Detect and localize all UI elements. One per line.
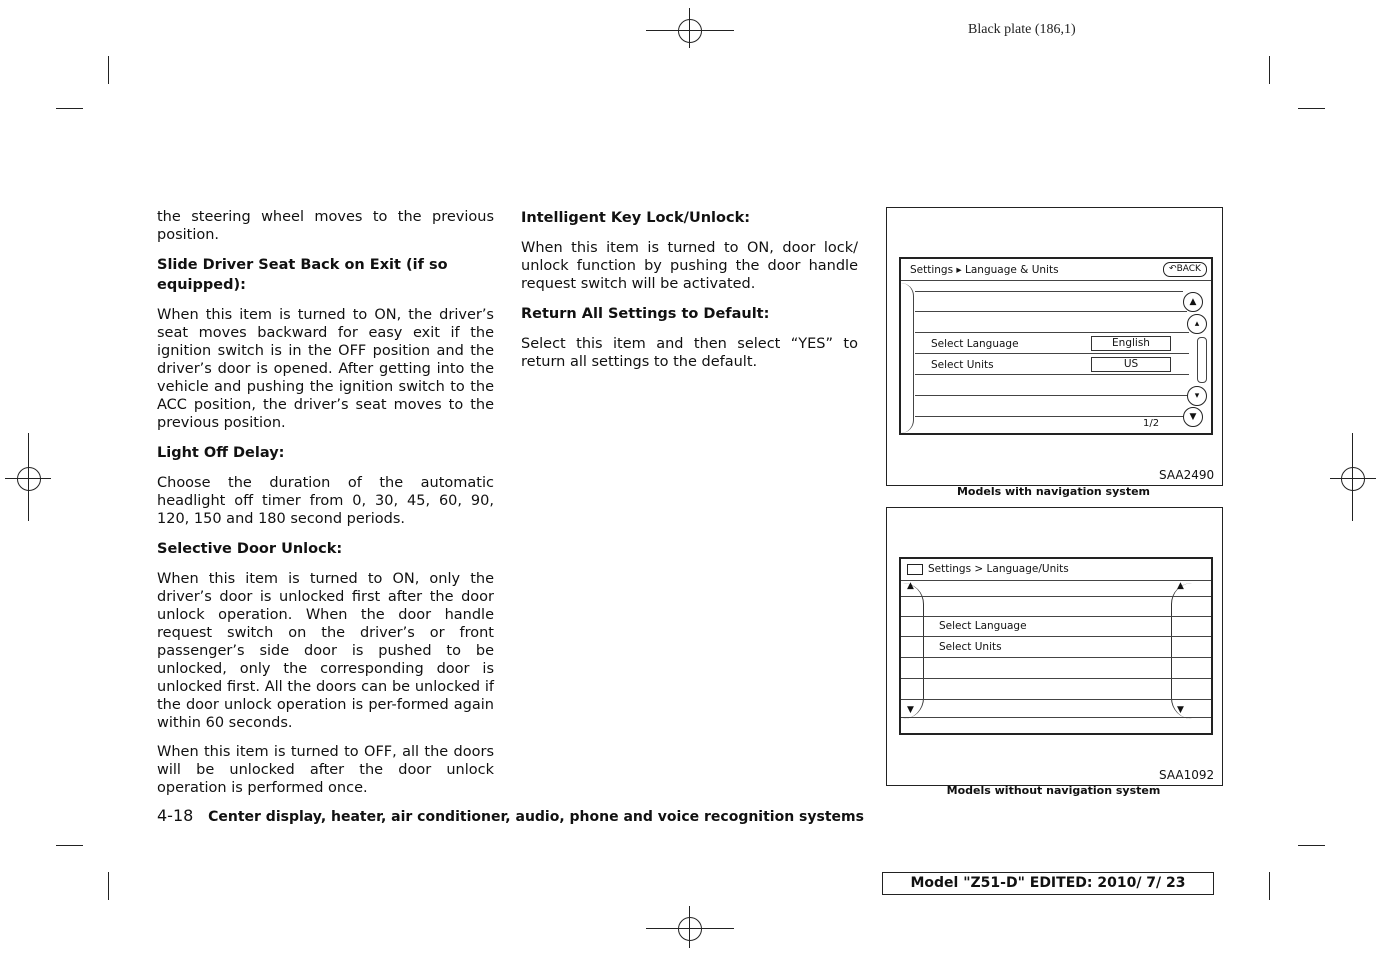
figure-caption: Models without navigation system: [946, 784, 1161, 797]
figure-code: SAA2490: [1159, 468, 1215, 482]
return-settings-heading: Return All Settings to Default:: [521, 306, 770, 322]
door-unlock-paragraph-2: When this item is turned to OFF, all the doors will be unlocked after the door unlock operation is performed once.: [157, 744, 494, 796]
down-icon: ▾: [1187, 386, 1207, 406]
door-unlock-paragraph-1: When this item is turned to ON, only the driver’s door is unlocked first after the door unlock operation. When the door handle request switch on the driver’s or front passenger’s side door is pushed to be unlocked, only the corresponding door is unlocked first. All the doors can be unlocked if the door unlock operation is per-formed again within 60 seconds.: [157, 571, 494, 731]
screen-non-nav: [899, 557, 1213, 735]
return-settings-paragraph: Select this item and then select “YES” to return all settings to the default.: [521, 336, 858, 370]
scrollbar-track: [1197, 337, 1207, 383]
select-units-label: Select Units: [939, 641, 1002, 653]
up-arrow-icon: ▲: [1177, 581, 1184, 591]
breadcrumb: Settings ▸ Language & Units: [910, 264, 1059, 276]
page-number: 4-18: [157, 806, 194, 825]
settings-icon: [907, 564, 923, 575]
figure-code: SAA1092: [1159, 768, 1215, 782]
page-footer: [157, 806, 864, 825]
figure-nav-screen: [886, 207, 1223, 486]
plate-label: Black plate (186,1): [968, 22, 1076, 37]
up-arrow-icon: ▲: [907, 581, 914, 591]
figure-caption: Models with navigation system: [956, 485, 1151, 498]
text-column-left: [157, 208, 494, 808]
back-button: [1163, 262, 1207, 277]
double-up-icon: ▲: [1183, 292, 1203, 312]
select-language-label: Select Language: [939, 620, 1027, 632]
select-language-label: Select Language: [931, 338, 1019, 350]
model-edit-box: Model "Z51-D" EDITED: 2010/ 7/ 23: [882, 872, 1214, 895]
slide-seat-paragraph: When this item is turned to ON, the driver’s seat moves backward for easy exit if the ignition switch is in the OFF position and the driver’s door is opened. After getting into the vehicle and pushing the ignition switch to the ACC position, the driver’s seat moves to the previous position.: [157, 307, 494, 431]
down-arrow-icon: ▼: [1177, 705, 1184, 715]
down-arrow-icon: ▼: [907, 705, 914, 715]
units-value: US: [1091, 357, 1171, 372]
screen-nav: [899, 257, 1213, 435]
light-off-paragraph: Choose the duration of the automatic headlight off timer from 0, 30, 45, 60, 90, 120, 150 and 180 second periods.: [157, 475, 494, 527]
door-unlock-heading: Selective Door Unlock:: [157, 541, 343, 557]
intelligent-key-heading: Intelligent Key Lock/Unlock:: [521, 210, 751, 226]
select-units-label: Select Units: [931, 359, 994, 371]
double-down-icon: ▼: [1183, 407, 1203, 427]
light-off-heading: Light Off Delay:: [157, 445, 285, 461]
up-icon: ▴: [1187, 314, 1207, 334]
intro-paragraph: the steering wheel moves to the previous position.: [157, 209, 494, 243]
slide-seat-heading: Slide Driver Seat Back on Exit (if so equipped):: [157, 257, 448, 293]
back-arrow-icon: ↶: [1169, 264, 1177, 274]
breadcrumb: Settings > Language/Units: [928, 563, 1069, 575]
intelligent-key-paragraph: When this item is turned to ON, door lock/ unlock function by pushing the door handle request switch will be activated.: [521, 240, 858, 292]
page-indicator: 1/2: [1143, 418, 1160, 429]
figure-non-nav-screen: [886, 507, 1223, 786]
text-column-middle: [521, 208, 858, 382]
language-value: English: [1091, 336, 1171, 351]
back-label: BACK: [1176, 264, 1201, 274]
section-title: Center display, heater, air conditioner, audio, phone and voice recognition systems: [208, 809, 864, 825]
